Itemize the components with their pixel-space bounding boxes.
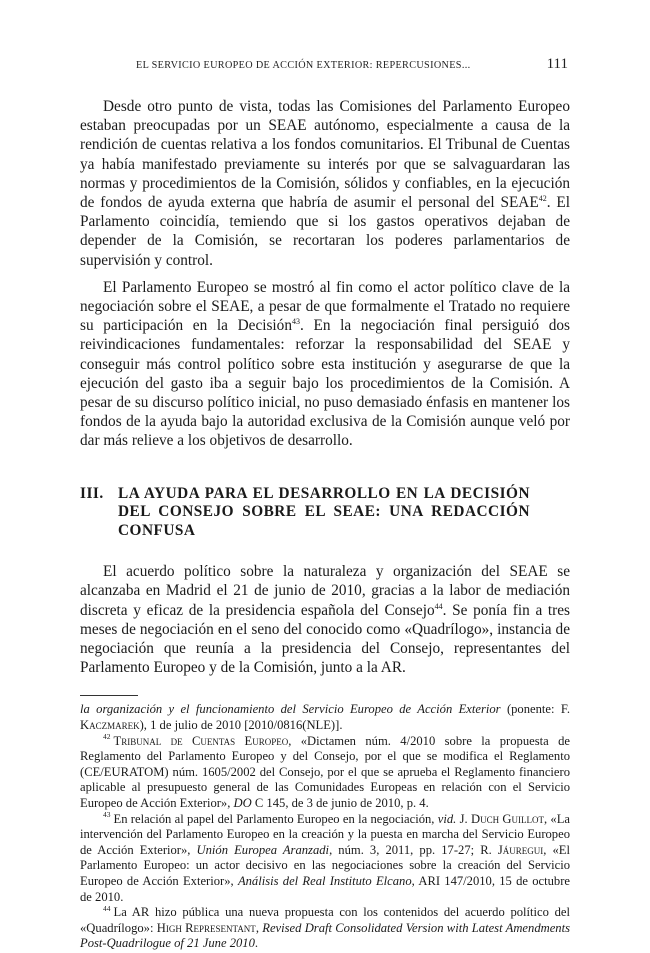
footnote-42: $^{42}$ Tribunal de Cuentas Europeo, «Dictamen núm. 4/2010 sobre la propuesta de Reglamento del Parlamento Europeo y del Consejo, por el que se modifica el Reglamento (CE/EURATOM) núm. 1605/2002 del Consejo, por el que se aprueba el Reglamento financiero aplicable al presupuesto general de las Comunidades Europeas en relación con el Servicio Europeo de Acción Exterior», DO C 145, de 3 de junio de 2010, p. 4. [80, 732, 570, 810]
paragraph: El Parlamento Europeo se mostró al fin como el actor político clave de la negociación sobre el SEAE, a pesar de que formalmente el Tratado no requiere su participación en la Decisión$^{43}$. En la negociación final persiguió dos reivindicaciones fundamentales: reforzar la responsabilidad del SEAE y conseguir más control político sobre esta institución y asegurarse de que la ejecución del gasto iba a seguir bajo los procedimientos de la Comisión. A pesar de su discurso político inicial, no puso demasiado énfasis en mantener los fondos de la ayuda bajo la autoridad exclusiva de la Comisión aunque veló por dar más relieve a los objetivos de desarrollo. [80, 278, 570, 450]
paragraph: Desde otro punto de vista, todas las Comisiones del Parlamento Europeo estaban preocupadas por un SEAE autónomo, especialmente a causa de la rendición de cuentas relativa a los fondos comunitarios. El Tribunal de Cuentas ya había manifestado previamente su interés por que se salvaguardaran las normas y procedimientos de la Comisión, sólidos y confiables, en la ejecución de fondos de ayuda externa que habría de asumir el personal del SEAE$^{42}$. El Parlamento coincidía, temiendo que si los gastos operativos dejaban de depender de la Comisión, se recortaran los poderes parlamentarios de supervisión y control. [80, 98, 570, 269]
page-number: 111 [546, 56, 568, 72]
footnote-ref: 44 [434, 601, 443, 611]
footnote-continuation: la organización y el funcionamiento del Servicio Europeo de Acción Exterior (ponente: F. Kaczmarek), 1 de julio de 2010 [2010/0816(NLE)]. [80, 702, 571, 732]
paragraph: El acuerdo político sobre la naturaleza y organización del SEAE se alcanzaba en Madrid el 21 de junio de 2010, gracias a la labor de mediación discreta y eficaz de la presidencia española del Consejo$^{44}$. Se ponía fin a tres meses de negociación en el seno del conocido como «Quadrílogo», instancia de negociación que reunía a la presidencia del Consejo, representantes del Parlamento Europeo y de la Comisión, junto a la AR. [80, 563, 570, 677]
footnote-44: $^{44}$ La AR hizo pública una nueva propuesta con los contenidos del acuerdo político del «Quadrílogo»: High Representant, Revised Draft Consolidated Version with Latest Amendments Post-Quadrilogue of 21 June 2010. [80, 903, 570, 951]
section-title: LA AYUDA PARA EL DESARROLLO EN LA DECISIÓN DEL CONSEJO SOBRE EL SEAE: UNA REDACCIÓN CONFUSA [118, 484, 530, 539]
footnote-ref: 43 [291, 317, 300, 327]
footnote-separator [80, 695, 138, 696]
running-title: EL SERVICIO EUROPEO DE ACCIÓN EXTERIOR: REPERCUSIONES... [136, 60, 471, 71]
footnotes [80, 702, 570, 952]
running-header [80, 50, 570, 72]
body-text [80, 97, 570, 677]
footnote-43: $^{43}$ En relación al papel del Parlamento Europeo en la negociación, vid. J. Duch Guillot, «La intervención del Parlamento Europeo en la creación y la puesta en marcha del Servicio Europeo de Acción Exterior», Unión Europea Aranzadi, núm. 3, 2011, pp. 17-27; R. Jáuregui, «El Parlamento Europeo: un actor decisivo en las negociaciones sobre la creación del Servicio Europeo de Acción Exterior», Análisis del Real Instituto Elcano, ARI 147/2010, 15 de octubre de 2010. [80, 810, 570, 904]
section-heading [80, 485, 570, 541]
section-number: III. [80, 484, 104, 502]
book-page [80, 50, 570, 952]
footnote-ref: 42 [538, 193, 547, 203]
